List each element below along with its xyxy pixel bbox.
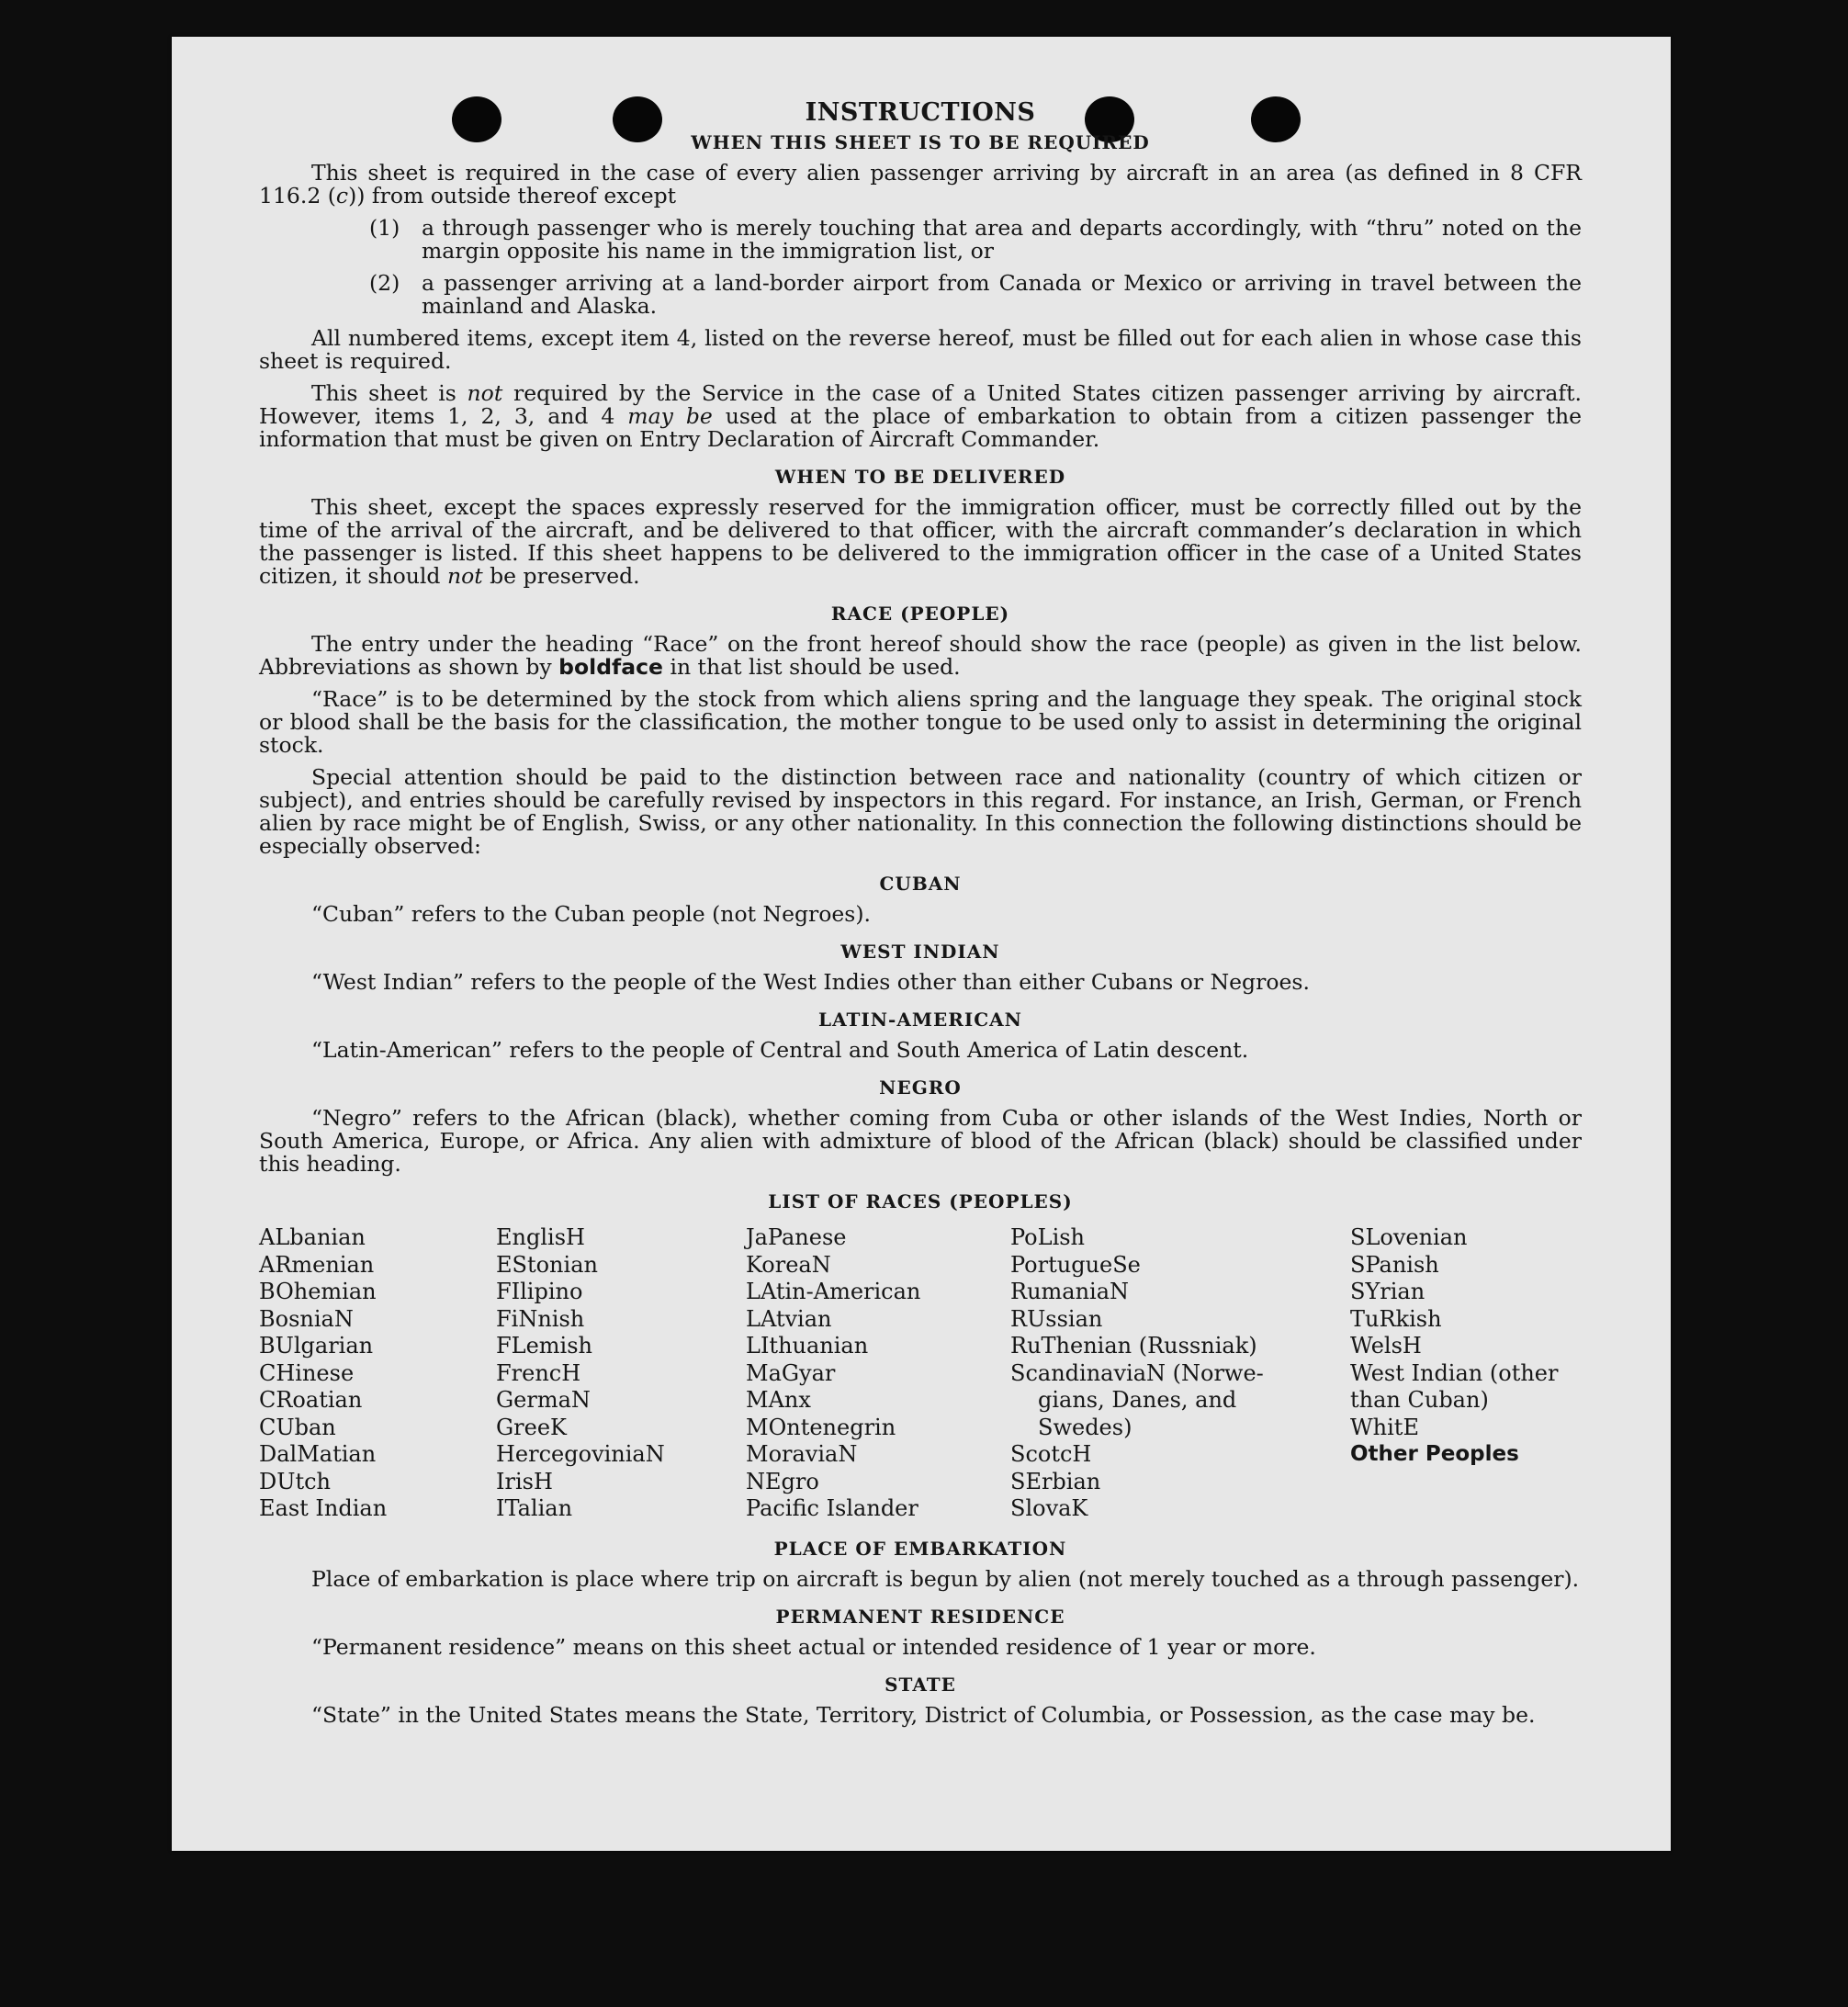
- heading-west-indian: WEST INDIAN: [840, 941, 1000, 963]
- paragraph: This sheet, except the spaces expressly reserved for the immigration officer, must be correctly filled out by the time of the arrival of the aircraft, and be delivered to that officer, with the aircraft commander’s declaration in which the passenger is listed. If this sheet happens to be delivered to the immigration officer in the case of a United States citizen, it should not be preserved.: [259, 494, 1582, 589]
- heading-race: RACE (PEOPLE): [830, 603, 1010, 625]
- race-column: PoLish PortugueSe RumaniaN RUssian RuThenian (Russniak) ScandinaviaN (Norwe- gians, Danes, and Swedes) ScotcH SErbian SlovaK: [1010, 1224, 1264, 1521]
- heading-latin-american: LATIN-AMERICAN: [818, 1009, 1022, 1031]
- race-column: SLovenian SPanish SYrian TuRkish WelsH West Indian (other than Cuban) WhitE Other Peoples: [1350, 1224, 1559, 1466]
- paragraph: “Permanent residence” means on this sheet actual or intended residence of 1 year or more.: [311, 1633, 1316, 1660]
- heading-list-of-races: LIST OF RACES (PEOPLES): [768, 1190, 1073, 1212]
- document-sheet: [172, 37, 1671, 1851]
- paragraph: This sheet is not required by the Service in the case of a United States citizen passenger arriving by aircraft. However, items 1, 2, 3, and 4 may be used at the place of embarkation to obtain from a citizen passenger the information that must be given on Entry Declaration of Aircraft Commander.: [259, 380, 1582, 452]
- paragraph: “West Indian” refers to the people of the West Indies other than either Cubans or Negroes.: [311, 969, 1310, 995]
- race-column: EnglisH EStonian FIlipino FiNnish FLemish FrencH GermaN GreeK HercegoviniaN IrisH ITalian: [496, 1224, 665, 1521]
- heading-negro: NEGRO: [879, 1077, 962, 1099]
- race-column: JaPanese KoreaN LAtin-American LAtvian LIthuanian MaGyar MAnx MOntenegrin MoraviaN NEgro Pacific Islander: [746, 1224, 921, 1521]
- paragraph: “Negro” refers to the African (black), whether coming from Cuba or other islands of the West Indies, North or South America, Europe, or Africa. Any alien with admixture of blood of the African (black) should be classified under this heading.: [259, 1105, 1582, 1177]
- page-title: INSTRUCTIONS: [805, 98, 1036, 127]
- paragraph: “State” in the United States means the State, Territory, District of Columbia, or Possession, as the case may be.: [311, 1701, 1536, 1728]
- heading-cuban: CUBAN: [879, 873, 962, 895]
- paragraph: Place of embarkation is place where trip on aircraft is begun by alien (not merely touched as a through passenger).: [311, 1565, 1580, 1592]
- document-content: [259, 98, 1582, 1736]
- paragraph: Special attention should be paid to the distinction between race and nationality (country of which citizen or subject), and entries should be carefully revised by inspectors in this regard. For instance, an Irish, German, or French alien by race might be of English, Swiss, or any other nationality. In this connection the following distinctions should be especially observed:: [259, 764, 1582, 859]
- heading-embarkation: PLACE OF EMBARKATION: [773, 1537, 1067, 1560]
- paragraph: “Cuban” refers to the Cuban people (not Negroes).: [311, 901, 872, 927]
- paragraph: The entry under the heading “Race” on the front hereof should show the race (people) as given in the list below. Abbreviations as shown by boldface in that list should be used.: [259, 631, 1582, 680]
- heading-delivered: WHEN TO BE DELIVERED: [774, 466, 1066, 488]
- paragraph: “Latin-American” refers to the people of Central and South America of Latin descent.: [311, 1037, 1249, 1063]
- race-list: [259, 1224, 1582, 1523]
- list-item: (2) a passenger arriving at a land-border airport from Canada or Mexico or arriving in travel between the mainland and Alaska.: [369, 270, 1582, 319]
- heading-state: STATE: [885, 1673, 956, 1696]
- list-item: (1) a through passenger who is merely touching that area and departs accordingly, with “thru” noted on the margin opposite his name in the immigration list, or: [369, 215, 1582, 264]
- race-column: ALbanian ARmenian BOhemian BosniaN BUlgarian CHinese CRoatian CUban DalMatian DUtch East Indian: [259, 1224, 388, 1521]
- paragraph: This sheet is required in the case of every alien passenger arriving by aircraft in an area (as defined in 8 CFR 116.2 (c)) from outside thereof except: [259, 160, 1582, 209]
- heading-required: WHEN THIS SHEET IS TO BE REQUIRED: [691, 131, 1150, 153]
- paragraph: “Race” is to be determined by the stock from which aliens spring and the language they speak. The original stock or blood shall be the basis for the classification, the mother tongue to be used only to assist in determining the original stock.: [259, 686, 1582, 758]
- heading-permanent-residence: PERMANENT RESIDENCE: [775, 1605, 1065, 1628]
- paragraph: All numbered items, except item 4, listed on the reverse hereof, must be filled out for each alien in whose case this sheet is required.: [259, 325, 1582, 374]
